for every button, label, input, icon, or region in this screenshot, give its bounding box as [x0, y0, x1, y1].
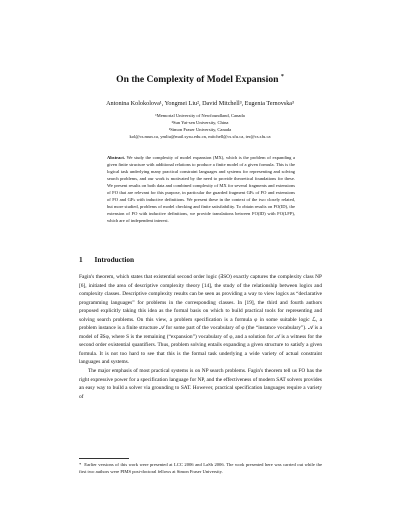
abstract-text: We study the complexity of model expansion (MX), which is the problem of expanding a given finite structure with additional relations to produce a finite model of a given formula. This is the logical task underlying many practical constraint languages and systems for representing and solving search problems, and our work is motivated by the need to provide theoretical foundations for these. We present results on both data and combined complexity of MX for several fragments and extensions of FO that are relevant for this purpose, in particular the guarded fragment GFₖ of FO and extensions of FO and GFₖ with inductive definitions. We present these in the context of the two closely related, but more studied, problems of model checking and finite satisfiability. To obtain results on FO(ID), the extension of FO with inductive definitions, we provide translations between FO(ID) with FO(LFP), which are of independent interest. — [107, 155, 296, 223]
footnote-text: Earlier versions of this work were presented at LCC 2006 and LaSh 2006. The work presented here was carried out while the first two authors were PIMS post-doctoral fellows at Simon Fraser University. — [79, 462, 322, 474]
section-title: Introduction — [94, 255, 135, 264]
affiliation-line: ¹Memorial University of Newfoundland, Canada — [155, 113, 245, 118]
section-heading — [79, 255, 134, 264]
footnote-rule — [79, 458, 129, 459]
paper-title — [0, 71, 400, 86]
affiliation-line: ³Simon Fraser University, Canada — [168, 126, 232, 132]
paragraph: Fagin's theorem, which states that existential second order logic (∃SO) exactly captures the complexity class NP [6], initiated the area of descriptive complexity theory [14], the study of the relationship between logics and complexity classes. Descriptive complexity results can be seen as providing a way to view logics as “declarative programming languages” for problems in the corresponding classes. In [19], the third and fourth authors proposed explicitly taking this idea as the formal basis on which to build practical tools for representing and solving search problems. On this view, a problem specification is a formula φ in some suitable logic ℒ, a problem instance is a finite structure 𝒜 for some part of the vocabulary of φ (the “instance vocabulary”). 𝒜 is a model of ∃Sφ, where S is the remaining (“expansion”) vocabulary of φ, and a solution for 𝒜 is a witness for the second order existential quantifiers. Thus, problem solving entails expanding a given structure to satisfy a given formula. It is not too hard to see that this is the formal task underlying a wide variety of actual constraint languages and systems. — [79, 274, 322, 366]
affiliation-line: ²Sun Yat-sen University, China — [171, 119, 229, 125]
body-text — [79, 273, 322, 401]
affiliations — [0, 113, 400, 141]
footnote-mark: * — [79, 462, 82, 467]
section-number: 1 — [79, 255, 83, 264]
paragraph: The major emphasis of most practical systems is on NP search problems. Fagin's theorem tell us FO has the right expressive power for a specification language for NP, and the effectiveness of modern SAT solvers provides an easy way to build a solver via grounding to SAT. However, practical specification languages require a variety of — [79, 368, 322, 400]
title-text: On the Complexity of Model Expansion — [116, 74, 279, 86]
abstract — [107, 155, 295, 225]
author-list: Antonina Kolokolova¹, Yongmei Liu², David Mitchell³, Eugenia Ternovska³ — [106, 100, 294, 107]
title-footnote-mark: * — [280, 74, 284, 80]
abstract-label: Abstract. — [107, 155, 126, 160]
author-emails: kol@cs.mun.ca, ymliu@mail.sysu.edu.cn, mitchell@cs.sfu.ca, ter@cs.sfu.ca — [129, 133, 271, 139]
footnote — [79, 462, 322, 476]
